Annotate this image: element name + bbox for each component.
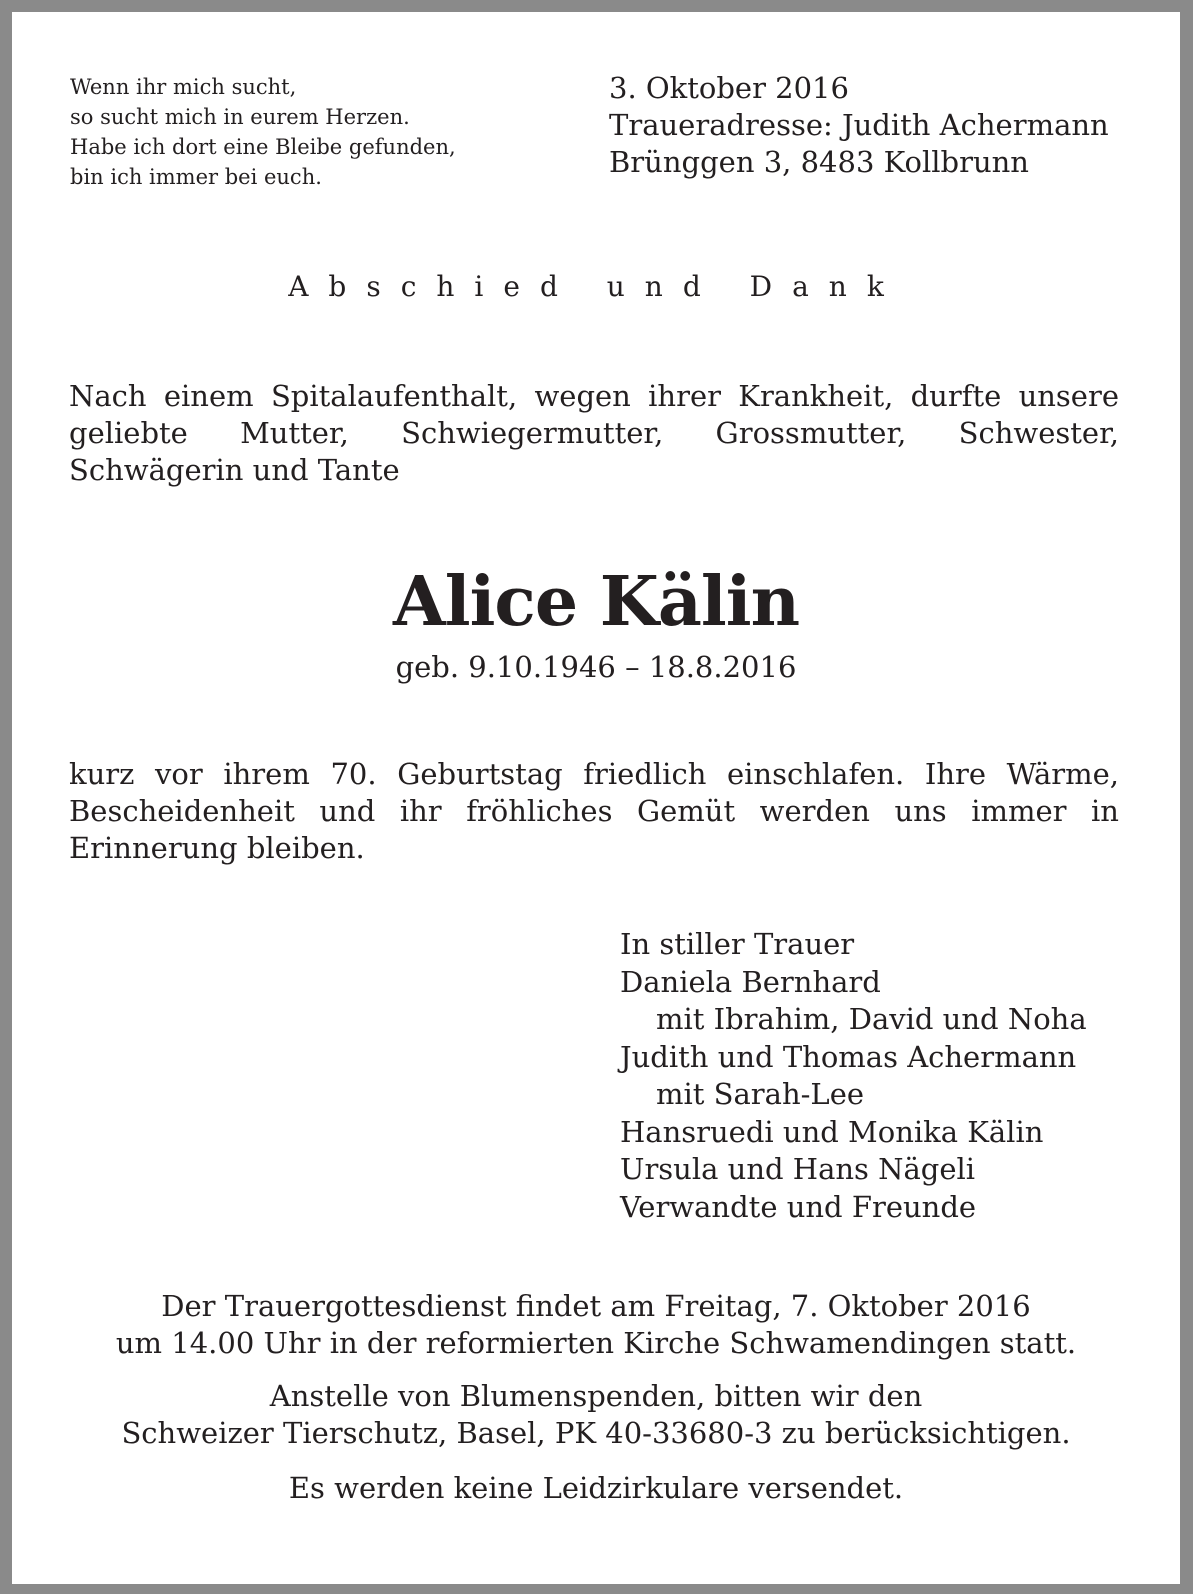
- deceased-name: Alice Kälin: [392, 562, 800, 642]
- motto-verse: [70, 72, 456, 192]
- tribute-paragraph: kurz vor ihrem 70. Geburtstag friedlich einschlafen. Ihre Wärme, Bescheidenheit und ihr fröhliches Gemüt werden uns immer in Erinnerung bleiben.: [69, 757, 1119, 865]
- donation-line: Schweizer Tierschutz, Basel, PK 40-33680-3 zu berücksichtigen.: [121, 1416, 1071, 1450]
- donation-info: [12, 1378, 1180, 1452]
- notice-date: 3. Oktober 2016: [609, 71, 849, 105]
- service-info: [12, 1288, 1180, 1362]
- mourners-title: In stiller Trauer: [620, 927, 855, 961]
- donation-line: Anstelle von Blumenspenden, bitten wir den: [269, 1379, 923, 1413]
- service-line: Der Trauergottesdienst findet am Freitag, 7. Oktober 2016: [161, 1289, 1031, 1323]
- mourner-line: Daniela Bernhard: [620, 964, 881, 999]
- mourner-line: Judith und Thomas Achermann: [620, 1039, 1077, 1074]
- mourner-line: Verwandte und Freunde: [620, 1189, 977, 1224]
- mourners-list: [620, 926, 1087, 1226]
- address-contact: Traueradresse: Judith Achermann: [609, 108, 1109, 142]
- obituary-page: [12, 12, 1180, 1584]
- motto-line: so sucht mich in eurem Herzen.: [70, 105, 410, 129]
- motto-line: bin ich immer bei euch.: [70, 165, 322, 189]
- life-dates: geb. 9.10.1946 – 18.8.2016: [395, 650, 797, 684]
- mourner-line: mit Ibrahim, David und Noha: [656, 1002, 1087, 1036]
- intro-paragraph: Nach einem Spitalaufenthalt, wegen ihrer Krankheit, durfte unsere geliebte Mutter, Schwiegermutter, Grossmutter, Schwester, Schwägerin und Tante: [69, 379, 1119, 487]
- motto-line: Habe ich dort eine Bleibe gefunden,: [70, 135, 456, 159]
- motto-line: Wenn ihr mich sucht,: [70, 75, 297, 99]
- notice-heading: Abschied und Dank: [288, 270, 904, 303]
- address-street: Brünggen 3, 8483 Kollbrunn: [609, 145, 1029, 179]
- mourner-line: mit Sarah-Lee: [656, 1077, 865, 1111]
- circular-note: Es werden keine Leidzirkulare versendet.: [288, 1471, 904, 1505]
- mourner-line: Ursula und Hans Nägeli: [620, 1152, 976, 1186]
- service-line: um 14.00 Uhr in der reformierten Kirche Schwamendingen statt.: [115, 1326, 1077, 1360]
- mourner-line: Hansruedi und Monika Kälin: [620, 1114, 1044, 1149]
- mourning-address: [609, 70, 1109, 181]
